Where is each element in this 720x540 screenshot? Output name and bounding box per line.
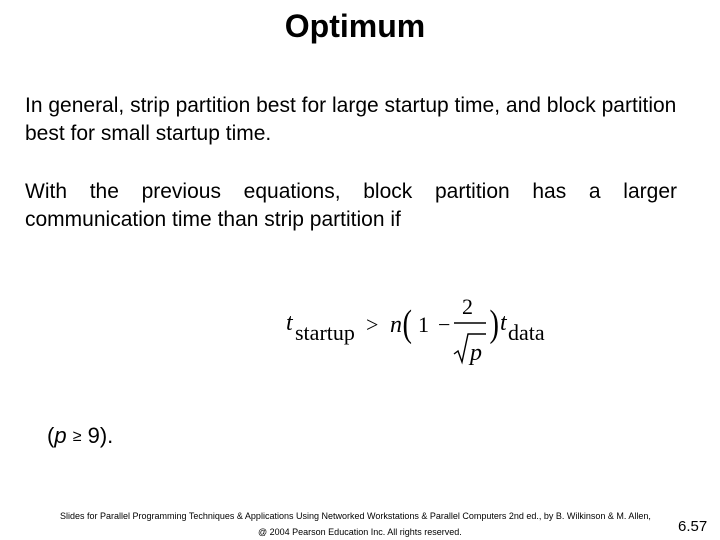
formula-t-startup: t [286,310,293,336]
formula-gt: > [366,312,379,337]
condition-text [47,422,113,451]
condition-var: p [54,423,67,448]
slide-title: Optimum [284,8,426,44]
paragraph-general: In general, strip partition best for large startup time, and block partition best for small startup time. [25,94,677,145]
formula-n: n [390,312,402,338]
footer-copyright: @ 2004 Pearson Education Inc. All rights reserved. [258,527,462,537]
inequality-formula [278,292,558,372]
formula-minus: − [438,312,451,337]
formula-rparen: ) [489,303,499,346]
formula-svg [278,292,558,372]
formula-sub-startup: startup [295,320,355,345]
formula-numerator: 2 [462,294,473,319]
formula-one: 1 [418,312,429,337]
paragraph-condition: With the previous equations, block partition has a larger communication time than strip partition if [25,180,677,231]
formula-sub-data: data [508,320,545,345]
condition-geq: ≥ [72,428,82,445]
condition-value: 9). [87,423,114,448]
formula-t-data: t [500,310,507,336]
slide-number: 6.57 [678,518,708,535]
formula-denom-p: p [470,340,482,366]
footer-credit: Slides for Parallel Programming Techniques & Applications Using Networked Workstations & Parallel Computers 2nd ed., by B. Wilkinson & M. Allen, [60,511,651,521]
formula-lparen: ( [402,303,412,346]
condition-open: ( [47,423,55,448]
